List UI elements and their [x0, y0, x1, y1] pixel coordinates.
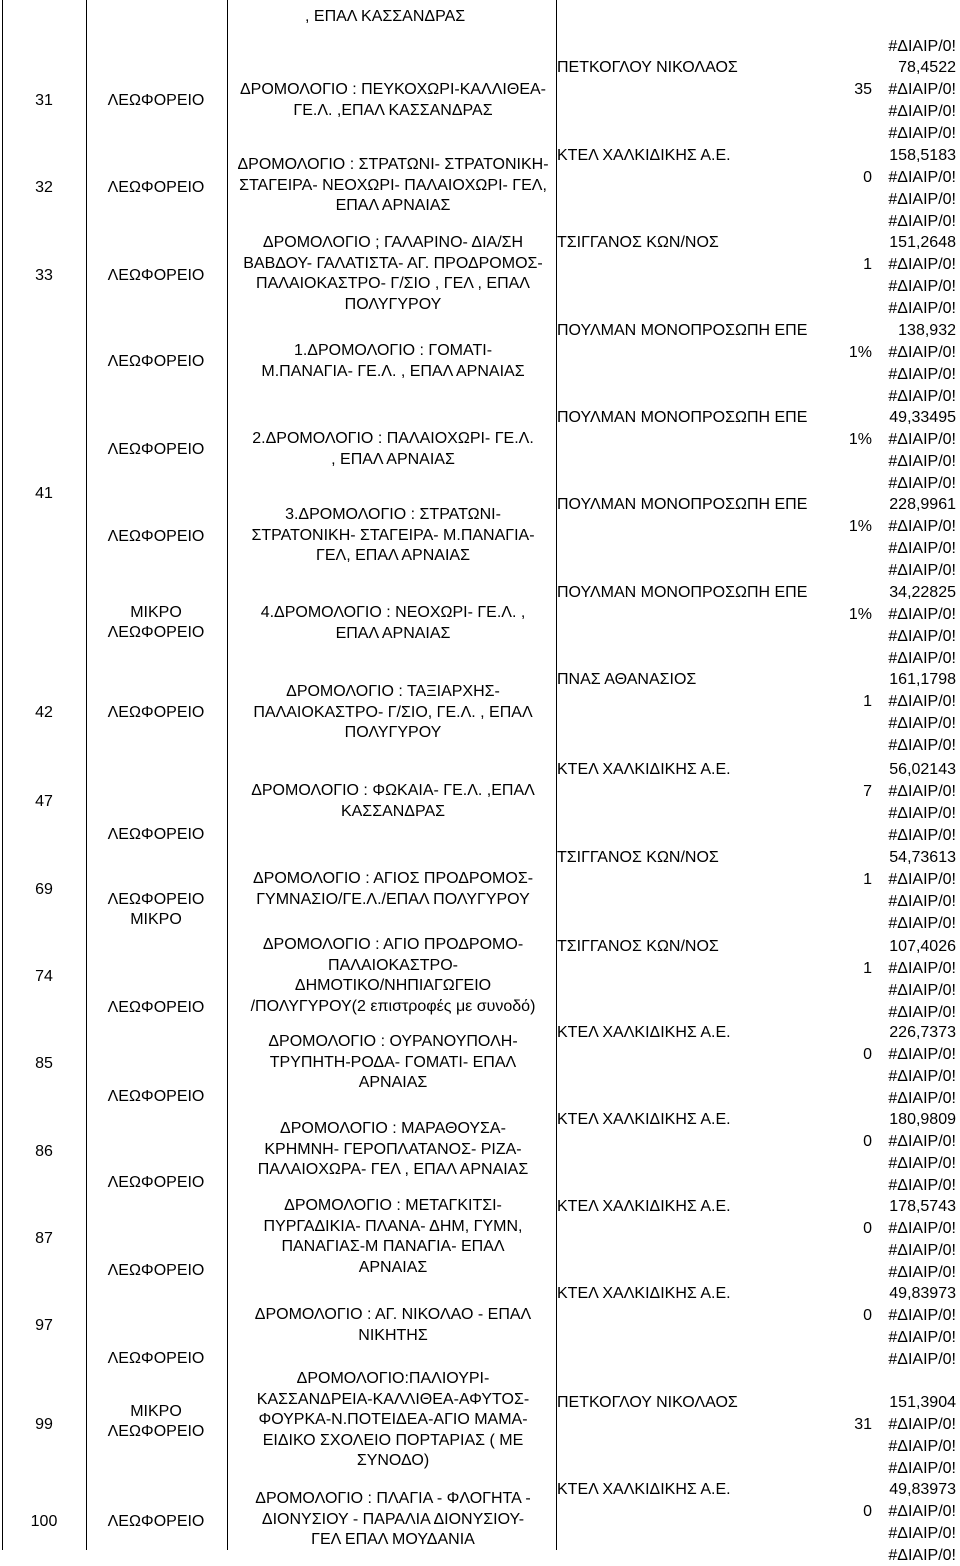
contractor-name: ΚΤΕΛ ΧΑΛΚΙΔΙΚΗΣ Α.Ε. — [557, 147, 731, 164]
contract-sub-value: 1% — [848, 518, 872, 535]
row-number: 86 — [35, 1143, 53, 1160]
row-number: 97 — [35, 1317, 53, 1334]
vehicle-type: ΛΕΩΦΟΡΕΙΟ — [107, 441, 205, 458]
error-value: #ΔΙΑΙΡ/0! — [888, 1460, 956, 1477]
contractor-name: ΠΟΥΛΜΑΝ ΜΟΝΟΠΡΟΣΩΠΗ ΕΠΕ — [557, 496, 808, 513]
error-value: #ΔΙΑΙΡ/0! — [888, 982, 956, 999]
route-fragment: , ΕΠΑΛ ΚΑΣΣΑΝΔΡΑΣ — [305, 8, 466, 25]
error-value: #ΔΙΑΙΡ/0! — [888, 518, 956, 535]
contractor-name: ΚΤΕΛ ΧΑΛΚΙΔΙΚΗΣ Α.Ε. — [557, 1198, 731, 1215]
error-value: #ΔΙΑΙΡ/0! — [888, 38, 956, 55]
contract-sub-value: 31 — [854, 1416, 872, 1433]
contract-amount: 107,4026 — [889, 938, 956, 955]
error-value: #ΔΙΑΙΡ/0! — [888, 805, 956, 822]
vehicle-type: ΛΕΩΦΟΡΕΙΟ — [107, 528, 205, 545]
error-value: #ΔΙΑΙΡ/0! — [888, 1177, 956, 1194]
route-description: 2.ΔΡΟΜΟΛΟΓΙΟ : ΠΑΛΑΙΟΧΩΡΙ- ΓΕ.Λ. , ΕΠΑΛ ΑΡΝΑΙΑΣ — [252, 430, 534, 468]
error-value: #ΔΙΑΙΡ/0! — [888, 344, 956, 361]
contract-sub-value: 0 — [863, 169, 872, 186]
route-description: ΔΡΟΜΟΛΟΓΙΟ : ΦΩΚΑΙΑ- ΓΕ.Λ. ,ΕΠΑΛ ΚΑΣΣΑΝΔΡΑΣ — [251, 782, 535, 820]
error-value: #ΔΙΑΙΡ/0! — [888, 628, 956, 645]
route-description: ΔΡΟΜΟΛΟΓΙΟ:ΠΑΛΙΟΥΡΙ- ΚΑΣΣΑΝΔΡΕΙΑ-ΚΑΛΛΙΘΕΑ-ΑΦΥΤΟΣ- ΦΟΥΡΚΑ-Ν.ΠΟΤΕΙΔΕΑ-ΑΓΙΟ ΜΑΜΑ- ΕΙΔΙΚΟ ΣΧΟΛΕΙΟ ΠΟΡΤΑΡΙΑΣ ( ΜΕ ΣΥΝΟΔΟ) — [256, 1370, 530, 1469]
vehicle-type: ΜΙΚΡΟ ΛΕΩΦΟΡΕΙΟ — [107, 604, 205, 641]
vehicle-type: ΛΕΩΦΟΡΕΙΟ — [107, 1350, 205, 1367]
contract-sub-value: 1% — [848, 431, 872, 448]
route-description: ΔΡΟΜΟΛΟΓΙΟ : ΠΕΥΚΟΧΩΡΙ-ΚΑΛΛΙΘΕΑ- ΓΕ.Λ. ,ΕΠΑΛ ΚΑΣΣΑΝΔΡΑΣ — [239, 81, 546, 119]
error-value: #ΔΙΑΙΡ/0! — [888, 125, 956, 142]
route-description: ΔΡΟΜΟΛΟΓΙΟ : ΠΛΑΓΙΑ - ΦΛΟΓΗΤΑ - ΔΙΟΝΥΣΙΟΥ - ΠΑΡΑΛΙΑ ΔΙΟΝΥΣΙΟΥ- ΓΕΛ ΕΠΑΛ ΜΟΥΔΑΝΙΑ — [255, 1490, 531, 1548]
error-value: #ΔΙΑΙΡ/0! — [888, 1438, 956, 1455]
route-description: ΔΡΟΜΟΛΟΓΙΟ ; ΓΑΛΑΡΙΝΟ- ΔΙΑ/ΣΗ ΒΑΒΔΟΥ- ΓΑΛΑΤΙΣΤΑ- ΑΓ. ΠΡΟΔΡΟΜΟΣ- ΠΑΛΑΙΟΚΑΣΤΡΟ- Γ/ΣΙΟ , ΓΕΛ , ΕΠΑΛ ΠΟΛΥΓΥΡΟΥ — [243, 234, 543, 313]
error-value: #ΔΙΑΙΡ/0! — [888, 606, 956, 623]
vehicle-type: ΛΕΩΦΟΡΕΙΟ — [107, 1088, 205, 1105]
contract-sub-value: 35 — [854, 81, 872, 98]
error-value: #ΔΙΑΙΡ/0! — [888, 278, 956, 295]
vehicle-type: ΛΕΩΦΟΡΕΙΟ — [107, 179, 205, 196]
error-value: #ΔΙΑΙΡ/0! — [888, 1416, 956, 1433]
row-number: 87 — [35, 1230, 53, 1247]
contractor-name: ΠΟΥΛΜΑΝ ΜΟΝΟΠΡΟΣΩΠΗ ΕΠΕ — [557, 584, 808, 601]
contract-sub-value: 1 — [863, 256, 872, 273]
contract-amount: 56,02143 — [889, 761, 956, 778]
contractor-name: ΚΤΕΛ ΧΑΛΚΙΔΙΚΗΣ Α.Ε. — [557, 1024, 731, 1041]
contractor-name: ΤΣΙΓΓΑΝΟΣ ΚΩΝ/ΝΟΣ — [557, 849, 719, 866]
error-value: #ΔΙΑΙΡ/0! — [888, 81, 956, 98]
contract-amount: 34,22825 — [889, 584, 956, 601]
contractor-name: ΤΣΙΓΓΑΝΟΣ ΚΩΝ/ΝΟΣ — [557, 938, 719, 955]
vehicle-type: ΛΕΩΦΟΡΕΙΟ — [107, 353, 205, 370]
row-number: 85 — [35, 1055, 53, 1072]
error-value: #ΔΙΑΙΡ/0! — [888, 915, 956, 932]
error-value: #ΔΙΑΙΡ/0! — [888, 1503, 956, 1520]
grid-line — [227, 0, 228, 1550]
error-value: #ΔΙΑΙΡ/0! — [888, 871, 956, 888]
contract-amount: 54,73613 — [889, 849, 956, 866]
contractor-name: ΠΝΑΣ ΑΘΑΝΑΣΙΟΣ — [557, 671, 697, 688]
route-description: ΔΡΟΜΟΛΟΓΙΟ : ΑΓΙΟ ΠΡΟΔΡΟΜΟ- ΠΑΛΑΙΟΚΑΣΤΡΟ- ΔΗΜΟΤΙΚΟ/ΝΗΠΙΑΓΩΓΕΙΟ /ΠΟΛΥΓΥΡΟΥ(2 επιστροφές με συνοδό) — [250, 936, 536, 1015]
contract-sub-value: 0 — [863, 1220, 872, 1237]
error-value: #ΔΙΑΙΡ/0! — [888, 827, 956, 844]
contract-sub-value: 1 — [863, 871, 872, 888]
row-number: 32 — [35, 179, 53, 196]
error-value: #ΔΙΑΙΡ/0! — [888, 1307, 956, 1324]
route-description: ΔΡΟΜΟΛΟΓΙΟ : ΜΑΡΑΘΟΥΣΑ- ΚΡΗΜΝΗ- ΓΕΡΟΠΛΑΤΑΝΟΣ- ΡΙΖΑ- ΠΑΛΑΙΟΧΩΡΑ- ΓΕΛ , ΕΠΑΛ ΑΡΝΑΙΑΣ — [257, 1120, 529, 1178]
contract-amount: 226,7373 — [889, 1024, 956, 1041]
error-value: #ΔΙΑΙΡ/0! — [888, 300, 956, 317]
route-description: ΔΡΟΜΟΛΟΓΙΟ : ΟΥΡΑΝΟΥΠΟΛΗ- ΤΡΥΠΗΤΗ-ΡΟΔΑ- ΓΟΜΑΤΙ- ΕΠΑΛ ΑΡΝΑΙΑΣ — [268, 1033, 518, 1091]
error-value: #ΔΙΑΙΡ/0! — [888, 1155, 956, 1172]
error-value: #ΔΙΑΙΡ/0! — [888, 1133, 956, 1150]
error-value: #ΔΙΑΙΡ/0! — [888, 1329, 956, 1346]
error-value: #ΔΙΑΙΡ/0! — [888, 893, 956, 910]
row-number: 41 — [35, 485, 53, 502]
error-value: #ΔΙΑΙΡ/0! — [888, 783, 956, 800]
error-value: #ΔΙΑΙΡ/0! — [888, 103, 956, 120]
row-number: 33 — [35, 267, 53, 284]
error-value: #ΔΙΑΙΡ/0! — [888, 475, 956, 492]
contract-amount: 49,33495 — [889, 409, 956, 426]
contract-amount: 180,9809 — [889, 1111, 956, 1128]
error-value: #ΔΙΑΙΡ/0! — [888, 1264, 956, 1281]
error-value: #ΔΙΑΙΡ/0! — [888, 1525, 956, 1542]
contractor-name: ΠΟΥΛΜΑΝ ΜΟΝΟΠΡΟΣΩΠΗ ΕΠΕ — [557, 409, 808, 426]
error-value: #ΔΙΑΙΡ/0! — [888, 169, 956, 186]
error-value: #ΔΙΑΙΡ/0! — [888, 191, 956, 208]
contract-sub-value: 0 — [863, 1503, 872, 1520]
error-value: #ΔΙΑΙΡ/0! — [888, 213, 956, 230]
contract-sub-value: 7 — [863, 783, 872, 800]
route-description: 1.ΔΡΟΜΟΛΟΓΙΟ : ΓΟΜΑΤΙ- Μ.ΠΑΝΑΓΙΑ- ΓΕ.Λ. , ΕΠΑΛ ΑΡΝΑΙΑΣ — [261, 342, 525, 380]
contractor-name: ΚΤΕΛ ΧΑΛΚΙΔΙΚΗΣ Α.Ε. — [557, 761, 731, 778]
error-value: #ΔΙΑΙΡ/0! — [888, 650, 956, 667]
error-value: #ΔΙΑΙΡ/0! — [888, 453, 956, 470]
error-value: #ΔΙΑΙΡ/0! — [888, 1046, 956, 1063]
vehicle-type: ΜΙΚΡΟ ΛΕΩΦΟΡΕΙΟ — [107, 1403, 205, 1440]
contractor-name: ΠΕΤΚΟΓΛΟΥ ΝΙΚΟΛΑΟΣ — [557, 59, 738, 76]
contractor-name: ΠΟΥΛΜΑΝ ΜΟΝΟΠΡΟΣΩΠΗ ΕΠΕ — [557, 322, 808, 339]
error-value: #ΔΙΑΙΡ/0! — [888, 431, 956, 448]
contract-sub-value: 1 — [863, 693, 872, 710]
route-description: 3.ΔΡΟΜΟΛΟΓΙΟ : ΣΤΡΑΤΩΝΙ- ΣΤΡΑΤΟΝΙΚΗ- ΣΤΑΓΕΙΡΑ- Μ.ΠΑΝΑΓΙΑ- ΓΕΛ, ΕΠΑΛ ΑΡΝΑΙΑΣ — [251, 506, 535, 564]
vehicle-type: ΛΕΩΦΟΡΕΙΟ ΜΙΚΡΟ — [107, 891, 205, 928]
route-description: ΔΡΟΜΟΛΟΓΙΟ : ΣΤΡΑΤΩΝΙ- ΣΤΡΑΤΟΝΙΚΗ- ΣΤΑΓΕΙΡΑ- ΝΕΟΧΩΡΙ- ΠΑΛΑΙΟΧΩΡΙ- ΓΕΛ, ΕΠΑΛ ΑΡΝΑΙΑΣ — [237, 156, 549, 214]
vehicle-type: ΛΕΩΦΟΡΕΙΟ — [107, 704, 205, 721]
row-number: 74 — [35, 968, 53, 985]
vehicle-type: ΛΕΩΦΟΡΕΙΟ — [107, 1174, 205, 1191]
error-value: #ΔΙΑΙΡ/0! — [888, 540, 956, 557]
contract-amount: 49,83973 — [889, 1285, 956, 1302]
contract-sub-value: 0 — [863, 1133, 872, 1150]
contract-amount: 151,2648 — [889, 234, 956, 251]
row-number: 99 — [35, 1416, 53, 1433]
error-value: #ΔΙΑΙΡ/0! — [888, 388, 956, 405]
error-value: #ΔΙΑΙΡ/0! — [888, 1220, 956, 1237]
error-value: #ΔΙΑΙΡ/0! — [888, 1242, 956, 1259]
error-value: #ΔΙΑΙΡ/0! — [888, 562, 956, 579]
error-value: #ΔΙΑΙΡ/0! — [888, 693, 956, 710]
error-value: #ΔΙΑΙΡ/0! — [888, 960, 956, 977]
contractor-name: ΤΣΙΓΓΑΝΟΣ ΚΩΝ/ΝΟΣ — [557, 234, 719, 251]
route-description: 4.ΔΡΟΜΟΛΟΓΙΟ : ΝΕΟΧΩΡΙ- ΓΕ.Λ. , ΕΠΑΛ ΑΡΝΑΙΑΣ — [260, 604, 526, 642]
contract-amount: 228,9961 — [889, 496, 956, 513]
error-value: #ΔΙΑΙΡ/0! — [888, 715, 956, 732]
error-value: #ΔΙΑΙΡ/0! — [888, 1090, 956, 1107]
error-value: #ΔΙΑΙΡ/0! — [888, 1547, 956, 1564]
vehicle-type: ΛΕΩΦΟΡΕΙΟ — [107, 999, 205, 1016]
row-number: 47 — [35, 793, 53, 810]
contract-amount: 49,83973 — [889, 1481, 956, 1498]
contract-amount: 161,1798 — [889, 671, 956, 688]
contract-amount: 178,5743 — [889, 1198, 956, 1215]
contractor-name: ΚΤΕΛ ΧΑΛΚΙΔΙΚΗΣ Α.Ε. — [557, 1285, 731, 1302]
grid-line — [86, 0, 87, 1550]
contract-sub-value: 1% — [848, 344, 872, 361]
vehicle-type: ΛΕΩΦΟΡΕΙΟ — [107, 267, 205, 284]
contractor-name: ΠΕΤΚΟΓΛΟΥ ΝΙΚΟΛΑΟΣ — [557, 1394, 738, 1411]
vehicle-type: ΛΕΩΦΟΡΕΙΟ — [107, 826, 205, 843]
contract-sub-value: 0 — [863, 1046, 872, 1063]
error-value: #ΔΙΑΙΡ/0! — [888, 1004, 956, 1021]
error-value: #ΔΙΑΙΡ/0! — [888, 737, 956, 754]
route-description: ΔΡΟΜΟΛΟΓΙΟ : ΑΓ. ΝΙΚΟΛΑΟ - ΕΠΑΛ ΝΙΚΗΤΗΣ — [254, 1306, 532, 1344]
route-description: ΔΡΟΜΟΛΟΓΙΟ : ΑΓΙΟΣ ΠΡΟΔΡΟΜΟΣ- ΓΥΜΝΑΣΙΟ/ΓΕ.Λ./ΕΠΑΛ ΠΟΛΥΓΥΡΟΥ — [252, 870, 534, 908]
vehicle-type: ΛΕΩΦΟΡΕΙΟ — [107, 1513, 205, 1530]
vehicle-type: ΛΕΩΦΟΡΕΙΟ — [107, 1262, 205, 1279]
row-number: 31 — [35, 92, 53, 109]
contractor-name: ΚΤΕΛ ΧΑΛΚΙΔΙΚΗΣ Α.Ε. — [557, 1111, 731, 1128]
contractor-name: ΚΤΕΛ ΧΑΛΚΙΔΙΚΗΣ Α.Ε. — [557, 1481, 731, 1498]
error-value: #ΔΙΑΙΡ/0! — [888, 366, 956, 383]
contract-sub-value: 1 — [863, 960, 872, 977]
route-description: ΔΡΟΜΟΛΟΓΙΟ : ΤΑΞΙΑΡΧΗΣ- ΠΑΛΑΙΟΚΑΣΤΡΟ- Γ/ΣΙΟ, ΓΕ.Λ. , ΕΠΑΛ ΠΟΛΥΓΥΡΟΥ — [253, 683, 533, 741]
vehicle-type: ΛΕΩΦΟΡΕΙΟ — [107, 92, 205, 109]
contract-amount: 158,5183 — [889, 147, 956, 164]
contract-amount: 78,4522 — [898, 59, 956, 76]
error-value: #ΔΙΑΙΡ/0! — [888, 1068, 956, 1085]
contract-sub-value: 0 — [863, 1307, 872, 1324]
route-description: ΔΡΟΜΟΛΟΓΙΟ : ΜΕΤΑΓΚΙΤΣΙ- ΠΥΡΓΑΔΙΚΙΑ- ΠΛΑΝΑ- ΔΗΜ, ΓΥΜΝ, ΠΑΝΑΓΙΑΣ-Μ ΠΑΝΑΓΙΑ- ΕΠΑΛ ΑΡΝΑΙΑΣ — [263, 1197, 523, 1276]
contract-amount: 151,3904 — [889, 1394, 956, 1411]
contract-sub-value: 1% — [848, 606, 872, 623]
error-value: #ΔΙΑΙΡ/0! — [888, 256, 956, 273]
row-number: 42 — [35, 704, 53, 721]
row-number: 69 — [35, 881, 53, 898]
contract-amount: 138,932 — [898, 322, 956, 339]
error-value: #ΔΙΑΙΡ/0! — [888, 1351, 956, 1368]
row-number: 100 — [30, 1513, 58, 1530]
